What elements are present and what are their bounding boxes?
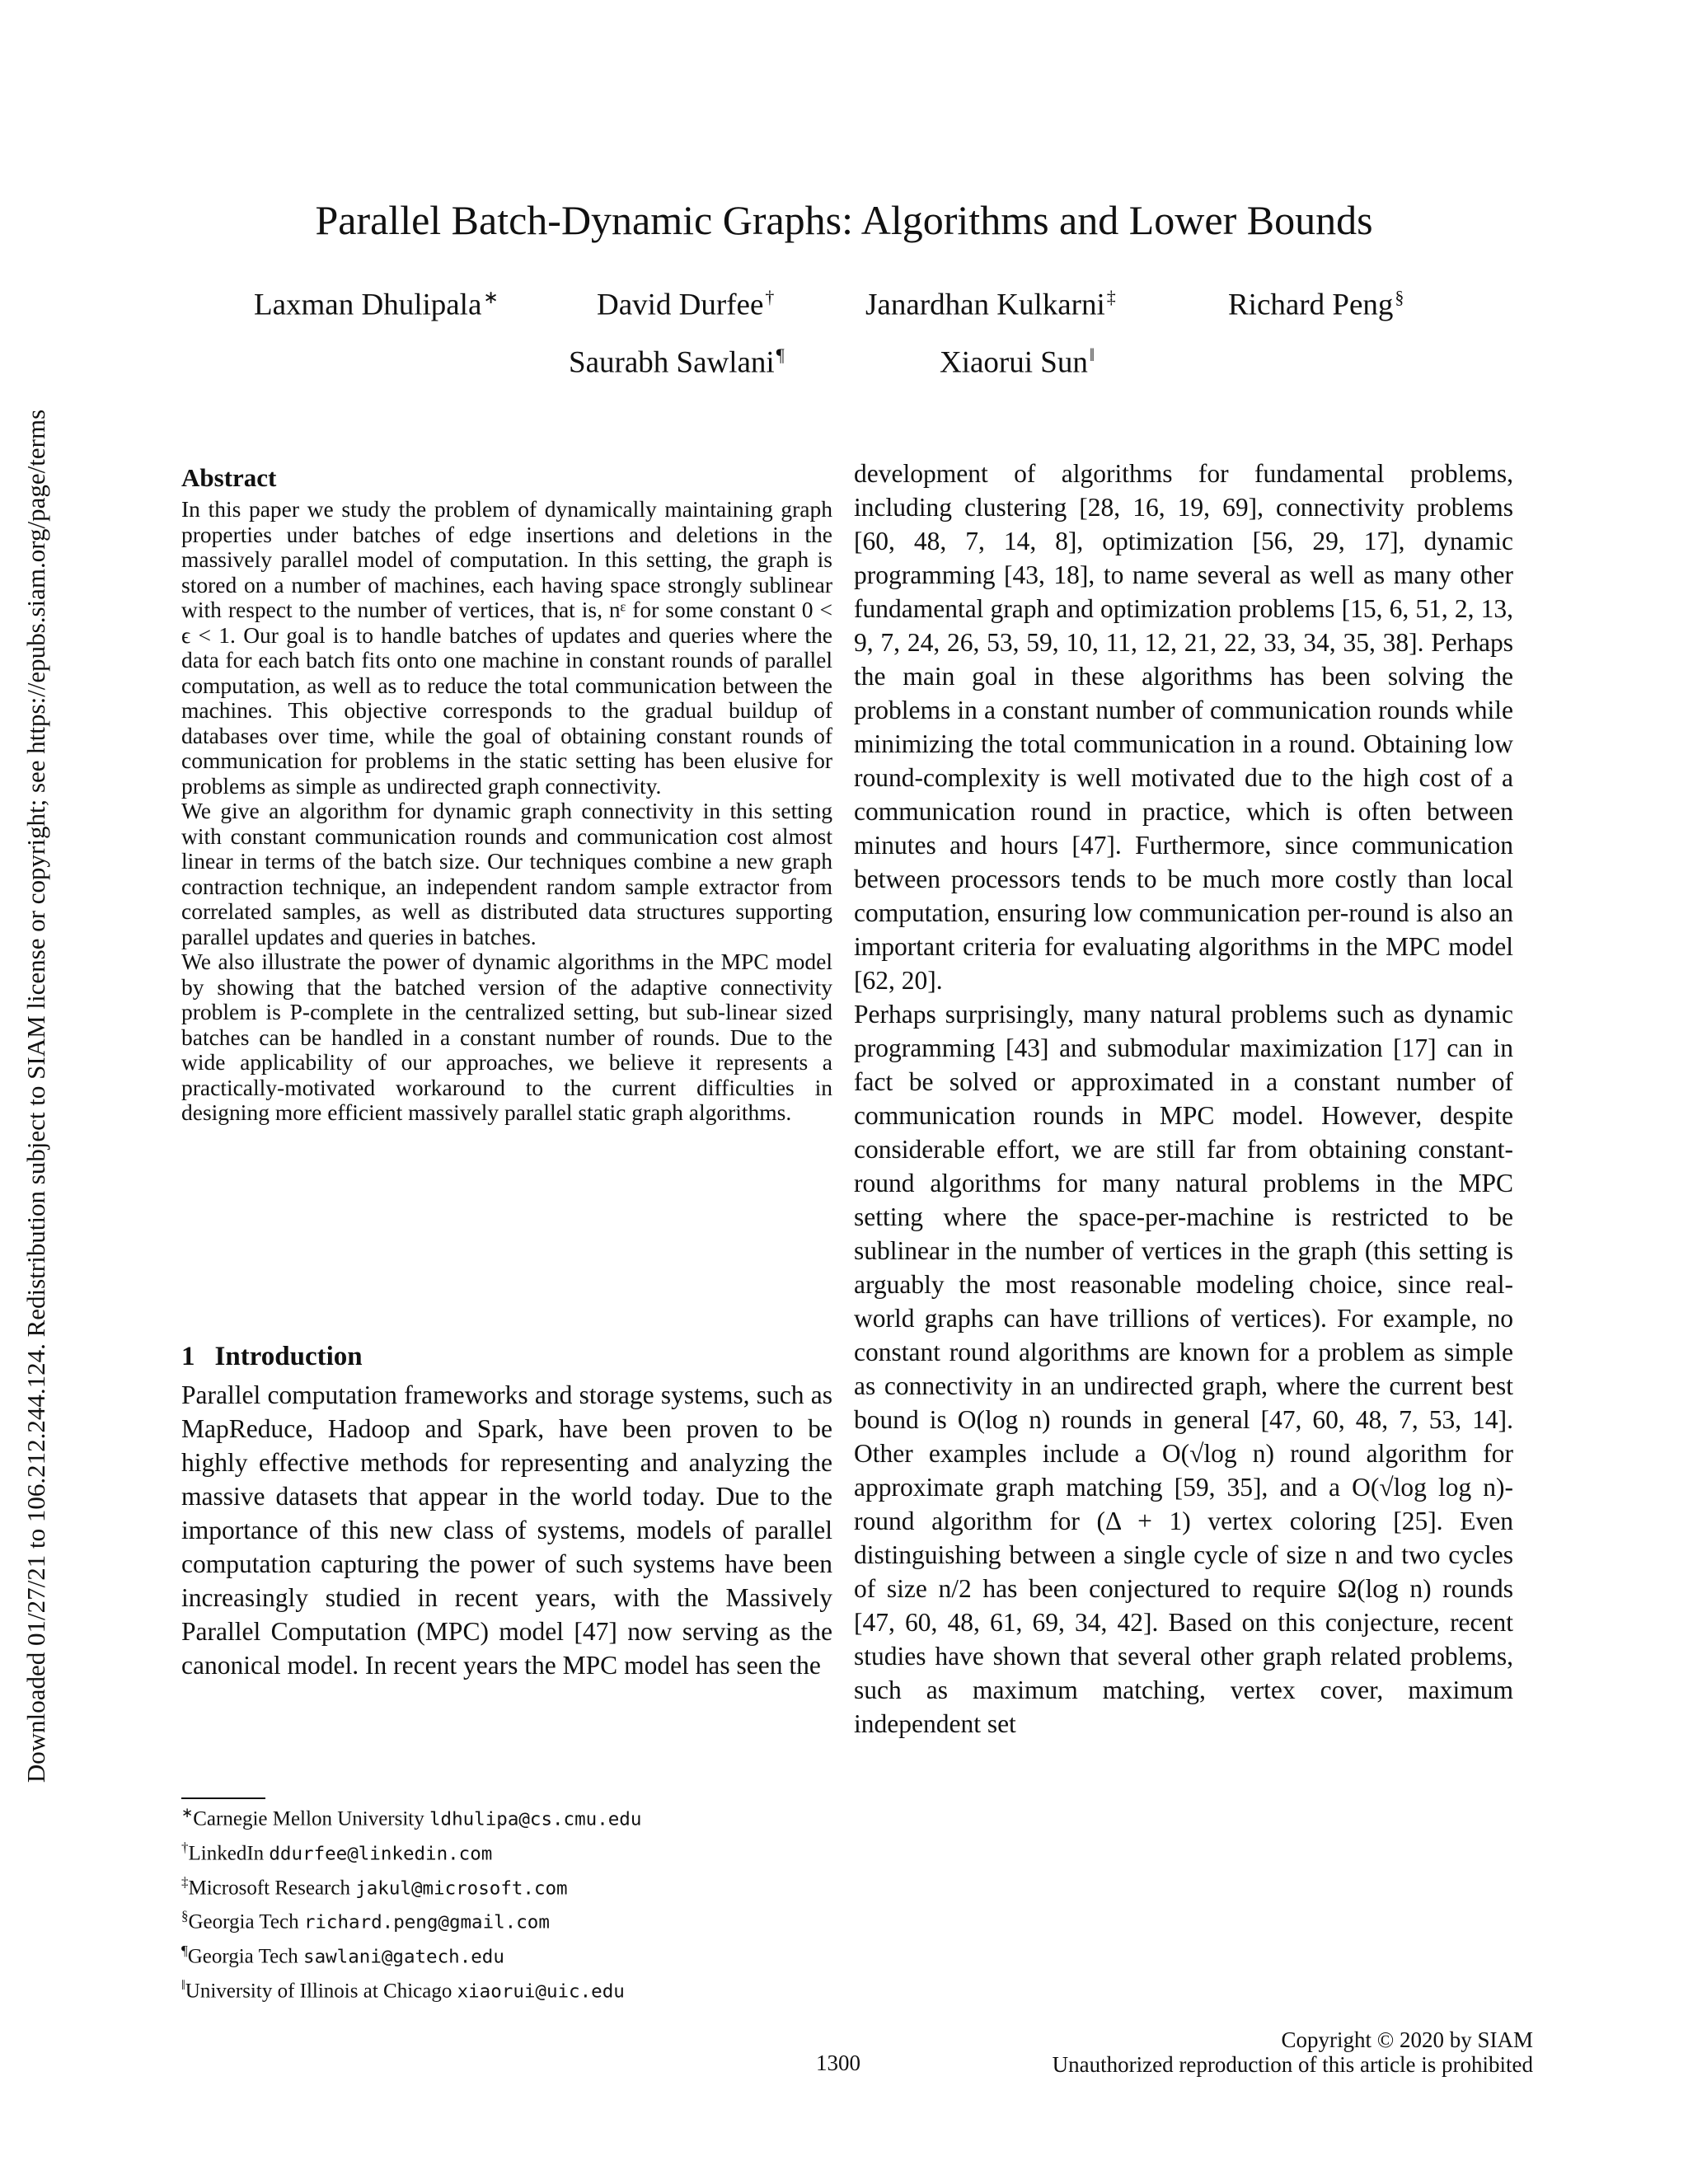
footnote-mark: §	[181, 1908, 189, 1924]
author-mark: ∗	[483, 287, 499, 307]
section-title: Introduction	[214, 1342, 363, 1371]
download-notice	[0, 0, 49, 2184]
footnote-affiliation: Georgia Tech	[188, 1910, 299, 1933]
footnote	[181, 1799, 641, 1834]
section-number: 1	[181, 1342, 195, 1371]
footnote-affiliation: Georgia Tech	[187, 1945, 298, 1968]
intro-right-column	[854, 457, 1513, 1741]
intro-paragraph: development of algorithms for fundamental problems, including clustering [28, 16, 19, 69], connectivity problems [60, 48, 7, 14, 8], optimization [56, 29, 17], dynamic programming [43, 18], to name several as well as many other fundamental graph and optimization problems [15, 6, 51, 2, 13, 9, 7, 24, 26, 53, 59, 10, 11, 12, 21, 22, 33, 34, 35, 38]. Perhaps the main goal in these algorithms has been solving the problems in a constant number of communication rounds while minimizing the total communication in a round. Obtaining low round-complexity is well motivated due to the high cost of a communication round in practice, which is often between minutes and hours [47]. Furthermore, since communication between processors tends to be much more costly than local computation, ensuring low communication per-round is also an important criteria for evaluating algorithms in the MPC model [62, 20].	[854, 459, 1513, 995]
author-name: Richard Peng	[1228, 288, 1394, 322]
copyright-line: Copyright © 2020 by SIAM	[1281, 2027, 1533, 2052]
author-name: Xiaorui Sun	[940, 345, 1088, 380]
intro-paragraph: Parallel computation frameworks and storage systems, such as MapReduce, Hadoop and Spark, have been proven to be highly effective methods for representing and analyzing the massive datasets that appear in the world today. Due to the importance of this new class of systems, models of parallel computation capturing the power of such systems have been increasingly studied in recent years, with the Massively Parallel Computation (MPC) model [47] now serving as the canonical model. In recent years the MPC model has seen the	[181, 1380, 832, 1680]
footnote	[181, 1971, 641, 2006]
footnote-affiliation: University of Illinois at Chicago	[185, 1980, 452, 2003]
author	[940, 344, 1095, 380]
footnotes	[181, 1799, 641, 2006]
paper-title: Parallel Batch-Dynamic Graphs: Algorithms and Lower Bounds	[315, 197, 1373, 243]
author-mark: †	[765, 287, 775, 307]
author	[569, 344, 785, 380]
abstract-paragraph: We also illustrate the power of dynamic algorithms in the MPC model by showing that the batched version of the adaptive connectivity problem is P-complete in the centralized setting, but sub-linear sized batches can be handled in a constant number of rounds. Due to the wide applicability of our approaches, we believe it represents a practically-motivated workaround to the current difficulties in designing more efficient massively parallel static graph algorithms.	[181, 949, 832, 1125]
footnote-email: ldhulipa@cs.cmu.edu	[429, 1808, 642, 1830]
intro-left-column	[181, 1378, 832, 1682]
footnote-email: ddurfee@linkedin.com	[269, 1843, 493, 1865]
author-name: Laxman Dhulipala	[254, 288, 482, 322]
download-notice-text: Downloaded 01/27/21 to 106.212.244.124. Redistribution subject to SIAM license or copyright; see https://epubs.siam.org/page/terms	[21, 409, 50, 1783]
abstract-body	[181, 497, 832, 1126]
abstract-paragraph: We give an algorithm for dynamic graph connectivity in this setting with constant communication rounds and communication cost almost linear in terms of the batch size. Our techniques combine a new graph contraction technique, an independent random sample extractor from correlated samples, as well as distributed data structures supporting parallel updates and queries in batches.	[181, 798, 832, 949]
footnote	[181, 1868, 641, 1903]
abstract-paragraph: In this paper we study the problem of dynamically maintaining graph properties under batches of edge insertions and deletions in the massively parallel model of computation. In this setting, the graph is stored on a number of machines, each having space strongly sublinear with respect to the number of vertices, that is, nᵋ for some constant 0 < ϵ < 1. Our goal is to handle batches of updates and queries where the data for each batch fits onto one machine in constant rounds of parallel computation, as well as to reduce the total communication between the machines. This objective corresponds to the gradual buildup of databases over time, while the goal of obtaining constant rounds of communication for problems in the static setting has been elusive for problems as simple as undirected graph connectivity.	[181, 496, 832, 799]
page-number: 1300	[816, 2050, 860, 2075]
footnote	[181, 1937, 641, 1971]
intro-paragraph: Perhaps surprisingly, many natural problems such as dynamic programming [43] and submodular maximization [17] can in fact be solved or approximated in a constant number of communication rounds in MPC model. However, despite considerable effort, we are still far from obtaining constant-round algorithms for many natural problems in the MPC setting where the space-per-machine is restricted to be sublinear in the number of vertices in the graph (this setting is arguably the most reasonable modeling choice, since real-world graphs can have trillions of vertices). For example, no constant round algorithms are known for a problem as simple as connectivity in an undirected graph, where the current best bound is O(log n) rounds in general [47, 60, 48, 7, 53, 14]. Other examples include a O(√log n) round algorithm for approximate graph matching [59, 35], and a O(√log log n)-round algorithm for (Δ + 1) vertex coloring [25]. Even distinguishing between a single cycle of size n and two cycles of size n/2 has been conjectured to require Ω(log n) rounds [47, 60, 48, 61, 69, 34, 42]. Based on this conjecture, recent studies have shown that several other graph related problems, such as maximum matching, vertex cover, maximum independent set	[854, 1000, 1513, 1738]
footnote-affiliation: Carnegie Mellon University	[193, 1807, 424, 1830]
footnote-mark: ‡	[181, 1873, 189, 1890]
author-name: Saurabh Sawlani	[569, 345, 775, 380]
author-name: David Durfee	[597, 288, 764, 322]
footnote-mark: ‖	[181, 1977, 185, 1994]
reproduction-notice: Unauthorized reproduction of this article is prohibited	[1052, 2052, 1533, 2077]
abstract-heading: Abstract	[181, 463, 277, 492]
footnote-affiliation: Microsoft Research	[188, 1876, 350, 1899]
author	[254, 287, 499, 322]
section-heading	[181, 1342, 832, 1372]
author-mark: ‖	[1089, 344, 1095, 365]
author-mark: ‡	[1106, 287, 1116, 307]
author	[597, 287, 774, 322]
footnote-mark: ¶	[181, 1943, 188, 1959]
footnote-email: richard.peng@gmail.com	[303, 1911, 550, 1933]
footnote-email: jakul@microsoft.com	[355, 1877, 568, 1899]
author	[865, 287, 1116, 322]
footnote	[181, 1902, 641, 1937]
copyright-notice	[989, 2027, 1533, 2077]
footnote-mark: †	[181, 1839, 189, 1855]
footnote-mark: ∗	[181, 1805, 194, 1821]
author-name: Janardhan Kulkarni	[865, 288, 1105, 322]
footnote-affiliation: LinkedIn	[188, 1842, 265, 1865]
author	[1228, 287, 1404, 322]
author-mark: ¶	[776, 344, 785, 365]
author-mark: §	[1395, 287, 1404, 307]
footnote	[181, 1834, 641, 1868]
footnote-email: xiaorui@uic.edu	[457, 1980, 625, 2003]
footnote-email: sawlani@gatech.edu	[303, 1946, 504, 1968]
